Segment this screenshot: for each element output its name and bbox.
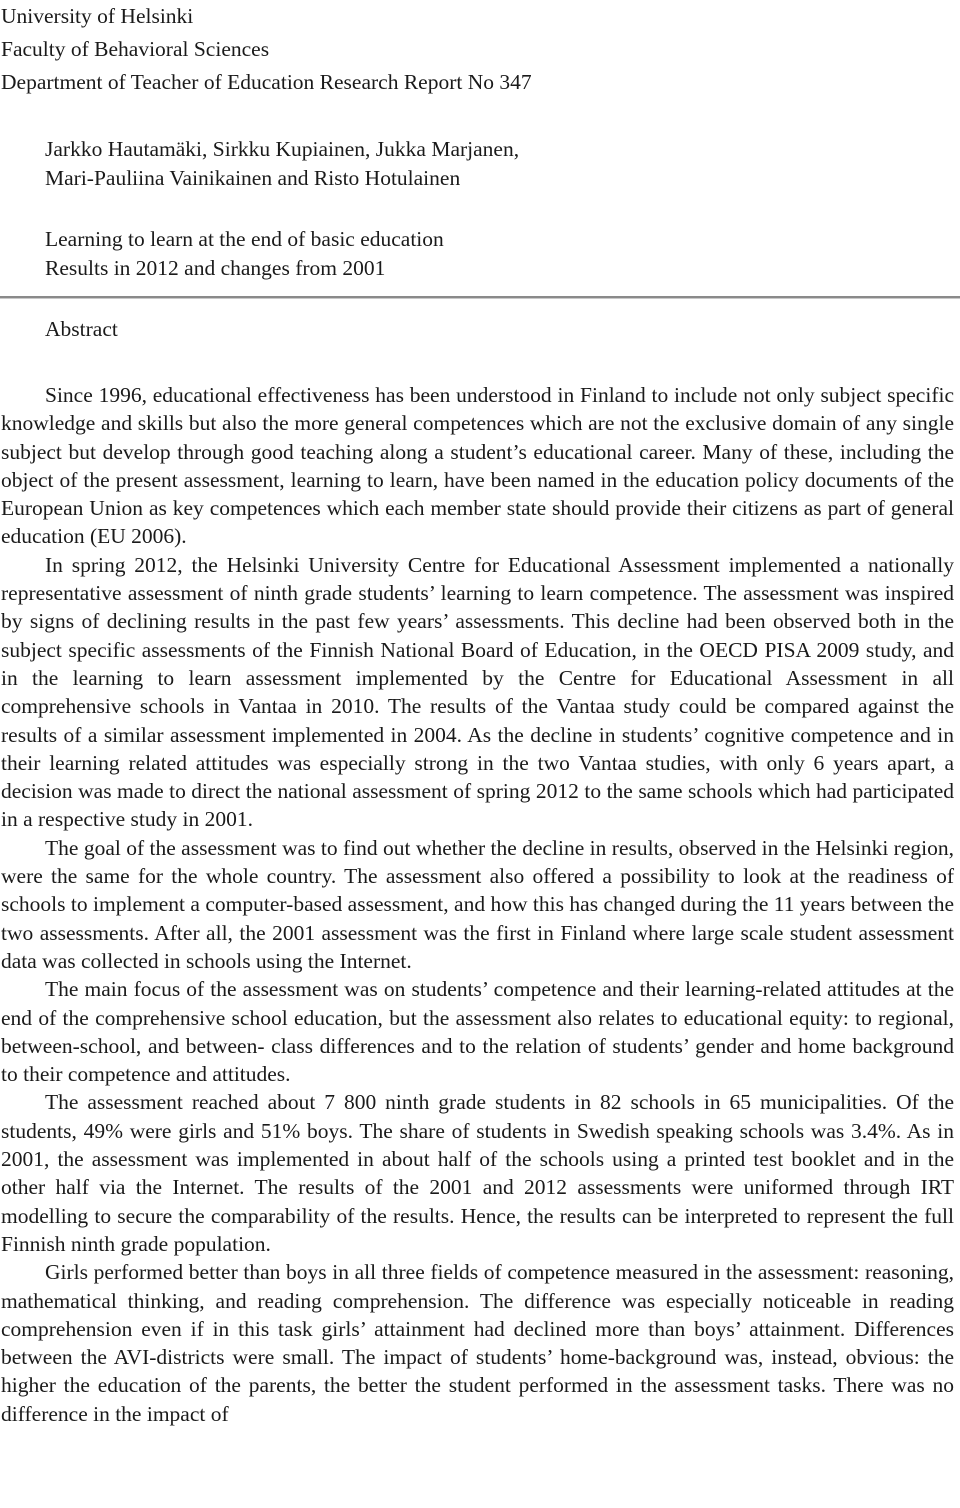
abstract-paragraph: Since 1996, educational effectiveness has been understood in Finland to include not only subject specific knowledge and skills but also the more general competences which are not the exclusive domain of any single subject but develop through good teaching along a student’s educational career. Many of these, including the object of the present assessment, learning to learn, have been named in the education policy documents of the European Union as key competences which each member state should provide their citizens as part of general education (EU 2006).: [1, 383, 954, 549]
title-subtitle: Results in 2012 and changes from 2001: [45, 256, 386, 280]
abstract-paragraph: The main focus of the assessment was on students’ competence and their learning-related attitudes at the end of the comprehensive school education, but the assessment also relates to educational equity: to regional, between-school, and between- class differences and to the relation of students’ gender and home background to their competence and attitudes.: [1, 977, 954, 1087]
abstract-body: [1, 381, 954, 1428]
author-list: [45, 135, 519, 193]
report-series: Department of Teacher of Education Research Report No 347: [1, 70, 532, 94]
abstract-paragraph: The goal of the assessment was to find out whether the decline in results, observed in the Helsinki region, were the same for the whole country. The assessment also offered a possibility to look at the readiness of schools to implement a computer-based assessment, and how this has changed during the 11 years between the two assessments. After all, the 2001 assessment was the first in Finland where large scale student assessment data was collected in schools using the Internet.: [1, 835, 954, 973]
faculty-name: Faculty of Behavioral Sciences: [1, 37, 270, 61]
abstract-paragraph: The assessment reached about 7 800 ninth grade students in 82 schools in 65 municipalities. Of the students, 49% were girls and 51% boys. The share of students in Swedish speaking schools was 3.4%. As in 2001, the assessment was implemented in about half of the schools using a printed test booklet and in the other half via the Internet. The results of the 2001 and 2012 assessments were uniformed through IRT modelling to secure the comparability of the results. Hence, the results can be interpreted to represent the full Finnish ninth grade population.: [1, 1090, 954, 1256]
university-name: University of Helsinki: [1, 4, 194, 28]
authors-line-1: Jarkko Hautamäki, Sirkku Kupiainen, Jukka Marjanen,: [45, 137, 520, 161]
report-header: [1, 0, 532, 99]
horizontal-divider: [0, 296, 960, 299]
report-title: [45, 225, 444, 283]
abstract-heading: Abstract: [45, 317, 118, 341]
authors-line-2: Mari-Pauliina Vainikainen and Risto Hotulainen: [45, 166, 461, 190]
abstract-paragraph: In spring 2012, the Helsinki University Centre for Educational Assessment implemented a nationally representative assessment of ninth grade students’ learning to learn competence. The assessment was inspired by signs of declining results in the past few years’ assessments. This decline had been observed both in the subject specific assessments of the Finnish National Board of Education, in the OECD PISA 2009 study, and in the learning to learn assessment implemented by the Centre for Educational Assessment in all comprehensive schools in Vantaa in 2010. The results of the Vantaa study could be compared against the results of a similar assessment implemented in 2004. As the decline in students’ cognitive competence and in their learning related attitudes was especially strong in the two Vantaa studies, with only 6 years apart, a decision was made to direct the national assessment of spring 2012 to the same schools which had participated in a respective study in 2001.: [1, 552, 954, 832]
title-main: Learning to learn at the end of basic education: [45, 227, 444, 251]
abstract-paragraph: Girls performed better than boys in all three fields of competence measured in the assessment: reasoning, mathematical thinking, and reading comprehension. The difference was especially noticeable in reading comprehension even if in this task girls’ attainment had declined more than boys’ attainment. Differences between the AVI-districts were small. The impact of students’ home-background was, instead, obvious: the higher the education of the parents, the better the student performed in the assessment tasks. There was no difference in the impact of: [1, 1260, 954, 1426]
